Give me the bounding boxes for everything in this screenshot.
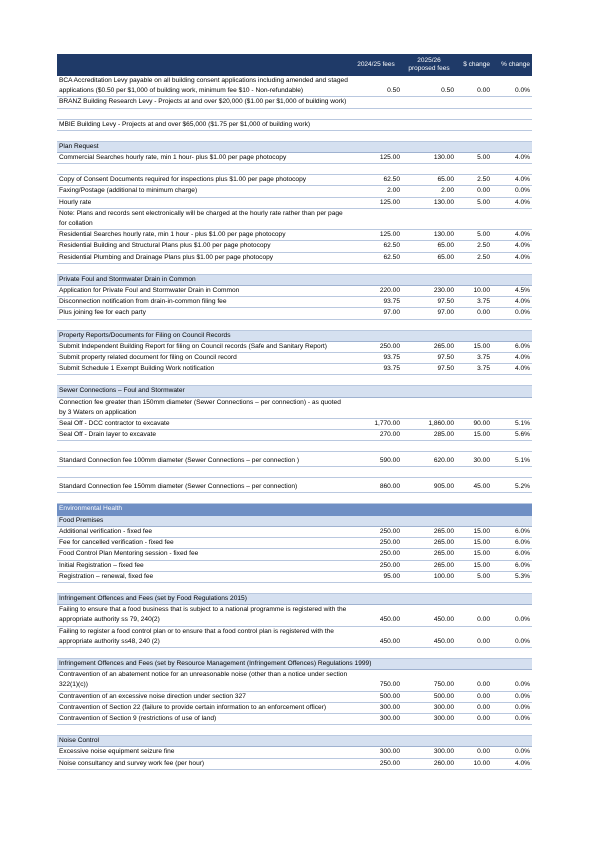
table-row (57, 119, 532, 130)
percent-change: 6.0% (492, 538, 532, 549)
fee-2024-25: 1,770.00 (350, 419, 402, 430)
fee-2025-26: 300.00 (402, 747, 456, 758)
percent-change: 0.0% (492, 605, 532, 626)
table-row (57, 341, 532, 352)
fee-2024-25: 270.00 (350, 430, 402, 441)
section-header-row (57, 386, 532, 397)
fee-2024-25: 300.00 (350, 747, 402, 758)
fee-2025-26: 1,860.00 (402, 419, 456, 430)
percent-change: 0.0% (492, 713, 532, 724)
fee-description: Residential Searches hourly rate, min 1 hour - plus $1.00 per page photocopy (57, 230, 350, 241)
dollar-change: 0.00 (456, 76, 492, 97)
table-row (57, 713, 532, 724)
spacer-row (57, 647, 532, 658)
fee-2024-25: 93.75 (350, 353, 402, 364)
table-row (57, 97, 532, 108)
spacer-cell (57, 582, 532, 593)
dollar-change: 15.00 (456, 341, 492, 352)
fee-2025-26: 265.00 (402, 341, 456, 352)
table-row (57, 758, 532, 769)
percent-change: 4.0% (492, 758, 532, 769)
fee-description: Seal Off - Drain layer to excavate (57, 430, 350, 441)
table-row (57, 175, 532, 186)
percent-change: 0.0% (492, 702, 532, 713)
section-header-row (57, 593, 532, 604)
table-row (57, 297, 532, 308)
fee-description: Failing to register a food control plan or to ensure that a food control plan is registered with the appropriate authority ss48, 240 (2) (57, 626, 350, 647)
dollar-change: 3.75 (456, 353, 492, 364)
fees-table (57, 54, 532, 770)
table-row (57, 419, 532, 430)
fee-2024-25 (350, 397, 402, 418)
table-row (57, 308, 532, 319)
table-row (57, 186, 532, 197)
fee-2024-25: 250.00 (350, 341, 402, 352)
percent-change: 5.1% (492, 452, 532, 467)
fee-2024-25: 500.00 (350, 691, 402, 702)
percent-change: 0.0% (492, 747, 532, 758)
spacer-cell (57, 647, 532, 658)
dollar-change: 45.00 (456, 478, 492, 493)
fee-description: Hourly rate (57, 197, 350, 208)
fee-description: Residential Plumbing and Drainage Plans plus $1.00 per page photocopy (57, 252, 350, 263)
fee-2024-25: 250.00 (350, 526, 402, 537)
fee-2025-26: 265.00 (402, 560, 456, 571)
percent-change (492, 397, 532, 418)
dollar-change: 10.00 (456, 286, 492, 297)
section-title: Infringement Offences and Fees (set by Food Regulations 2015) (57, 593, 532, 604)
fee-2024-25: 2.00 (350, 186, 402, 197)
fee-description: Submit Schedule 1 Exempt Building Work notification (57, 364, 350, 375)
section-title: Private Foul and Stormwater Drain in Common (57, 274, 532, 285)
table-row (57, 691, 532, 702)
fee-2025-26: 265.00 (402, 526, 456, 537)
table-row (57, 670, 532, 691)
percent-change: 0.0% (492, 308, 532, 319)
section-header-row (57, 658, 532, 669)
spacer-row (57, 493, 532, 504)
spacer-row (57, 108, 532, 119)
fee-description: Registration – renewal, fixed fee (57, 571, 350, 582)
percent-change: 5.6% (492, 430, 532, 441)
fee-2025-26: 260.00 (402, 758, 456, 769)
fee-2025-26: 450.00 (402, 626, 456, 647)
fee-2024-25: 450.00 (350, 605, 402, 626)
dollar-change: 3.75 (456, 297, 492, 308)
fee-2024-25: 0.50 (350, 76, 402, 97)
fee-2025-26: 285.00 (402, 430, 456, 441)
table-row (57, 560, 532, 571)
dollar-change: 0.00 (456, 702, 492, 713)
fee-2024-25: 250.00 (350, 758, 402, 769)
section-header-row (57, 330, 532, 341)
percent-change: 6.0% (492, 341, 532, 352)
fee-description: Disconnection notification from drain-in-common filing fee (57, 297, 350, 308)
table-row (57, 364, 532, 375)
dollar-change (456, 208, 492, 229)
spacer-cell (57, 319, 532, 330)
fee-description: Note: Plans and records sent electronically will be charged at the hourly rate rather than per page for collation (57, 208, 350, 229)
table-row (57, 549, 532, 560)
dollar-change: 5.00 (456, 230, 492, 241)
fee-2024-25: 220.00 (350, 286, 402, 297)
percent-change: 0.0% (492, 670, 532, 691)
header-fees-2025-26: 2025/26 proposed fees (402, 54, 456, 76)
dollar-change: 15.00 (456, 430, 492, 441)
fee-2025-26: 65.00 (402, 241, 456, 252)
fee-description: Copy of Consent Documents required for inspections plus $1.00 per page photocopy (57, 175, 350, 186)
percent-change: 6.0% (492, 526, 532, 537)
spacer-cell (57, 130, 532, 141)
fee-2024-25: 590.00 (350, 452, 402, 467)
table-row (57, 241, 532, 252)
fee-2025-26: 500.00 (402, 691, 456, 702)
fee-2024-25: 750.00 (350, 670, 402, 691)
section-header-row (57, 515, 532, 526)
percent-change: 5.3% (492, 571, 532, 582)
table-row (57, 286, 532, 297)
table-row (57, 452, 532, 467)
fee-2025-26 (402, 97, 456, 108)
percent-change: 5.1% (492, 419, 532, 430)
fee-description: Submit property related document for filing on Council record (57, 353, 350, 364)
dollar-change: 15.00 (456, 538, 492, 549)
fee-2025-26: 300.00 (402, 702, 456, 713)
dollar-change: 0.00 (456, 308, 492, 319)
fee-2024-25: 300.00 (350, 713, 402, 724)
fee-description: Food Control Plan Mentoring session - fixed fee (57, 549, 350, 560)
fee-2024-25: 62.50 (350, 252, 402, 263)
table-row (57, 538, 532, 549)
fee-2025-26: 65.00 (402, 175, 456, 186)
percent-change: 4.0% (492, 175, 532, 186)
percent-change: 4.0% (492, 297, 532, 308)
table-row (57, 526, 532, 537)
dollar-change: 2.50 (456, 175, 492, 186)
fees-table-sheet (57, 54, 532, 770)
dollar-change: 0.00 (456, 186, 492, 197)
fee-2025-26: 620.00 (402, 452, 456, 467)
table-row (57, 430, 532, 441)
spacer-cell (57, 725, 532, 736)
fee-description: Residential Building and Structural Plans plus $1.00 per page photocopy (57, 241, 350, 252)
fee-2025-26 (402, 397, 456, 418)
dollar-change: 0.00 (456, 626, 492, 647)
fee-description: Excessive noise equipment seizure fine (57, 747, 350, 758)
percent-change: 4.0% (492, 241, 532, 252)
percent-change: 4.0% (492, 353, 532, 364)
percent-change: 0.0% (492, 691, 532, 702)
fee-2025-26: 130.00 (402, 230, 456, 241)
fee-2024-25: 93.75 (350, 297, 402, 308)
fee-description: Initial Registration – fixed fee (57, 560, 350, 571)
dollar-change: 5.00 (456, 571, 492, 582)
header-percent-change: % change (492, 54, 532, 76)
fee-2025-26: 750.00 (402, 670, 456, 691)
dollar-change: 90.00 (456, 419, 492, 430)
fee-description: BRANZ Building Research Levy - Projects at and over $20,000 ($1.00 per $1,000 of building work) (57, 97, 350, 108)
table-row (57, 702, 532, 713)
fee-2025-26: 0.50 (402, 76, 456, 97)
fee-2025-26: 130.00 (402, 153, 456, 164)
section-title: Sewer Connections – Foul and Stormwater (57, 386, 532, 397)
percent-change: 0.0% (492, 186, 532, 197)
table-row (57, 747, 532, 758)
percent-change: 6.0% (492, 560, 532, 571)
dollar-change: 0.00 (456, 691, 492, 702)
section-title: Food Premises (57, 515, 532, 526)
fee-2024-25: 250.00 (350, 549, 402, 560)
fee-2025-26: 65.00 (402, 252, 456, 263)
fee-2024-25: 97.00 (350, 308, 402, 319)
dollar-change: 15.00 (456, 560, 492, 571)
table-row (57, 353, 532, 364)
table-body (57, 76, 532, 769)
section-header-row (57, 736, 532, 747)
fee-description: Additional verification - fixed fee (57, 526, 350, 537)
table-row (57, 571, 532, 582)
fee-2024-25: 62.50 (350, 175, 402, 186)
spacer-row (57, 467, 532, 478)
fee-2025-26: 905.00 (402, 478, 456, 493)
spacer-row (57, 582, 532, 593)
dollar-change: 3.75 (456, 364, 492, 375)
percent-change: 4.0% (492, 364, 532, 375)
dollar-change: 0.00 (456, 713, 492, 724)
spacer-cell (57, 375, 532, 386)
section-title: Infringement Offences and Fees (set by Resource Management (Infringement Offences) Regulations 1999) (57, 658, 532, 669)
fee-description: MBIE Building Levy - Projects at and over $65,000 ($1.75 per $1,000 of building work) (57, 119, 350, 130)
table-row (57, 153, 532, 164)
fee-2024-25: 95.00 (350, 571, 402, 582)
fee-2024-25: 125.00 (350, 197, 402, 208)
fee-2025-26: 230.00 (402, 286, 456, 297)
dollar-change (456, 397, 492, 418)
dollar-change: 0.00 (456, 605, 492, 626)
section-header-row (57, 504, 532, 515)
section-title: Environmental Health (57, 504, 532, 515)
table-row (57, 478, 532, 493)
fee-2024-25 (350, 97, 402, 108)
table-row (57, 76, 532, 97)
fee-description: Noise consultancy and survey work fee (per hour) (57, 758, 350, 769)
fee-2025-26: 450.00 (402, 605, 456, 626)
dollar-change (456, 119, 492, 130)
percent-change: 0.0% (492, 626, 532, 647)
fee-description: Fee for cancelled verification - fixed fee (57, 538, 350, 549)
section-header-row (57, 141, 532, 152)
fee-2025-26 (402, 208, 456, 229)
fee-2024-25: 125.00 (350, 230, 402, 241)
table-row (57, 605, 532, 626)
percent-change: 4.0% (492, 197, 532, 208)
dollar-change: 5.00 (456, 153, 492, 164)
fee-2024-25: 125.00 (350, 153, 402, 164)
percent-change: 4.5% (492, 286, 532, 297)
fee-2025-26: 130.00 (402, 197, 456, 208)
section-title: Noise Control (57, 736, 532, 747)
section-title: Plan Request (57, 141, 532, 152)
spacer-row (57, 375, 532, 386)
spacer-cell (57, 493, 532, 504)
fee-description: Standard Connection fee 150mm diameter (Sewer Connections – per connection) (57, 478, 350, 493)
fee-description: Seal Off - DCC contractor to excavate (57, 419, 350, 430)
fee-2024-25: 62.50 (350, 241, 402, 252)
fee-2024-25: 250.00 (350, 560, 402, 571)
fee-2024-25: 93.75 (350, 364, 402, 375)
fee-description: Contravention of an abatement notice for an unreasonable noise (other than a notice under section 322(1)(c)) (57, 670, 350, 691)
spacer-cell (57, 108, 532, 119)
spacer-row (57, 725, 532, 736)
fee-2025-26: 97.00 (402, 308, 456, 319)
fee-description: Commercial Searches hourly rate, min 1 hour- plus $1.00 per page photocopy (57, 153, 350, 164)
fee-description: Contravention of an excessive noise direction under section 327 (57, 691, 350, 702)
table-row (57, 397, 532, 418)
spacer-cell (57, 441, 532, 452)
fee-2024-25 (350, 208, 402, 229)
dollar-change: 2.50 (456, 252, 492, 263)
spacer-row (57, 441, 532, 452)
dollar-change: 2.50 (456, 241, 492, 252)
fee-2025-26 (402, 119, 456, 130)
fee-description: Failing to ensure that a food business that is subject to a national programme is registered with the appropriate authority ss 79, 240(2) (57, 605, 350, 626)
table-header (57, 54, 532, 76)
fee-description: Plus joining fee for each party (57, 308, 350, 319)
dollar-change: 10.00 (456, 758, 492, 769)
dollar-change: 0.00 (456, 747, 492, 758)
fee-2025-26: 300.00 (402, 713, 456, 724)
fee-description: Contravention of Section 22 (failure to provide certain information to an enforcement officer) (57, 702, 350, 713)
percent-change (492, 208, 532, 229)
dollar-change (456, 97, 492, 108)
percent-change: 4.0% (492, 153, 532, 164)
percent-change (492, 97, 532, 108)
fee-2024-25: 860.00 (350, 478, 402, 493)
fee-description: Connection fee greater than 150mm diameter (Sewer Connections – per connection) - as quoted by 3 Waters on application (57, 397, 350, 418)
fee-description: BCA Accreditation Levy payable on all building consent applications including amended and staged applications ($0.50 per $1,000 of building work, minimum fee $10 - Non-refundable) (57, 76, 350, 97)
dollar-change: 15.00 (456, 549, 492, 560)
fee-2025-26: 97.50 (402, 353, 456, 364)
percent-change: 4.0% (492, 252, 532, 263)
table-row (57, 197, 532, 208)
percent-change: 4.0% (492, 230, 532, 241)
dollar-change: 0.00 (456, 670, 492, 691)
percent-change: 5.2% (492, 478, 532, 493)
table-row (57, 208, 532, 229)
spacer-row (57, 130, 532, 141)
dollar-change: 15.00 (456, 526, 492, 537)
table-row (57, 626, 532, 647)
percent-change: 6.0% (492, 549, 532, 560)
header-dollar-change: $ change (456, 54, 492, 76)
fee-2025-26: 97.50 (402, 297, 456, 308)
spacer-cell (57, 164, 532, 175)
dollar-change: 30.00 (456, 452, 492, 467)
dollar-change: 5.00 (456, 197, 492, 208)
fee-2024-25: 300.00 (350, 702, 402, 713)
fee-2025-26: 2.00 (402, 186, 456, 197)
spacer-row (57, 164, 532, 175)
spacer-row (57, 319, 532, 330)
fee-2024-25: 450.00 (350, 626, 402, 647)
fee-description: Submit Independent Building Report for filing on Council records (Safe and Sanitary Report) (57, 341, 350, 352)
fee-description: Faxing/Postage (additional to minimum charge) (57, 186, 350, 197)
fee-2025-26: 100.00 (402, 571, 456, 582)
header-fees-2024-25: 2024/25 fees (350, 54, 402, 76)
fee-2025-26: 265.00 (402, 549, 456, 560)
fee-2024-25 (350, 119, 402, 130)
percent-change: 0.0% (492, 76, 532, 97)
table-row (57, 252, 532, 263)
fee-description: Standard Connection fee 100mm diameter (Sewer Connections – per connection ) (57, 452, 350, 467)
fee-2025-26: 97.50 (402, 364, 456, 375)
header-description (57, 54, 350, 76)
spacer-cell (57, 263, 532, 274)
fee-2025-26: 265.00 (402, 538, 456, 549)
table-row (57, 230, 532, 241)
section-title: Property Reports/Documents for Filing on Council Records (57, 330, 532, 341)
spacer-cell (57, 467, 532, 478)
section-header-row (57, 274, 532, 285)
fee-description: Application for Private Foul and Stormwater Drain in Common (57, 286, 350, 297)
percent-change (492, 119, 532, 130)
spacer-row (57, 263, 532, 274)
fee-2024-25: 250.00 (350, 538, 402, 549)
fee-description: Contravention of Section 9 (restrictions of use of land) (57, 713, 350, 724)
